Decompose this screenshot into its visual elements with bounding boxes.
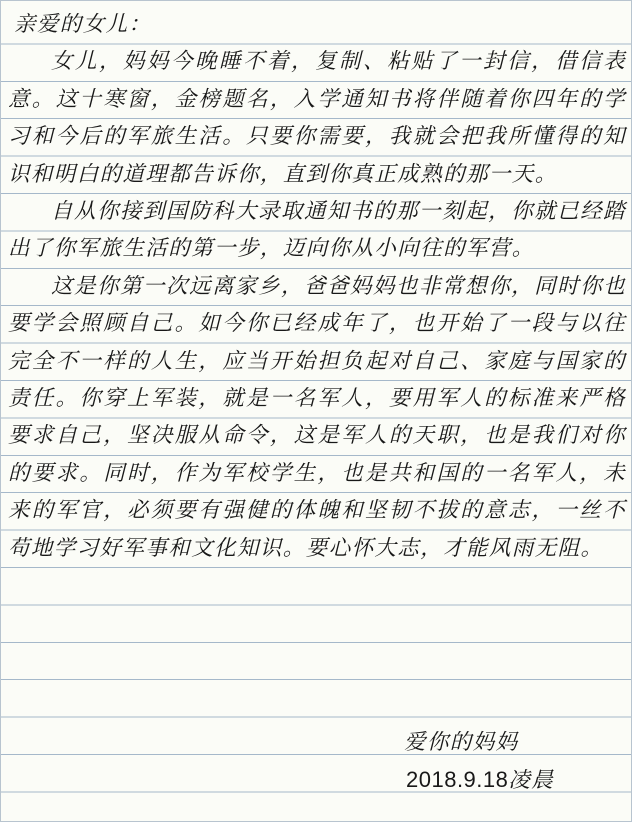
paragraph-2: 自从你接到国防科大录取通知书的那一刻起，你就已经踏出了你军旅生活的第一步，迈向你从小向往的军营。 (8, 199, 626, 262)
letter-body (8, 6, 626, 567)
salutation: 亲爱的女儿： (14, 12, 152, 37)
paragraph-3: 这是你第一次远离家乡，爸爸妈妈也非常想你，同时你也要学会照顾自己。如今你已经成年了，也开始了一段与以往完全不一样的人生，应当开始担负起对自己、家庭与国家的责任。你穿上军装，就是一名军人，要用军人的标准来严格要求自己，坚决服从命令，这是军人的天职，也是我们对你的要求。同时，作为军校学生，也是共和国的一名军人，未来的军官，必须要有强健的体魄和坚韧不拔的意志，一丝不苟地学习好军事和文化知识。要心怀大志，才能风雨无阻。 (8, 273, 626, 561)
letter-closing (404, 724, 624, 800)
signature: 爱你的妈妈 (404, 730, 519, 755)
time-of-day: 凌晨 (508, 768, 555, 794)
date: 2018.9.18 (406, 767, 509, 793)
paragraph-1: 女儿，妈妈今晚睡不着，复制、粘贴了一封信，借信表意。这十寒窗，金榜题名，入学通知书将伴随着你四年的学习和今后的军旅生活。只要你需要，我就会把我所懂得的知识和明白的道理都告诉你，直到你真正成熟的那一天。 (8, 49, 626, 187)
date-line (406, 761, 624, 799)
